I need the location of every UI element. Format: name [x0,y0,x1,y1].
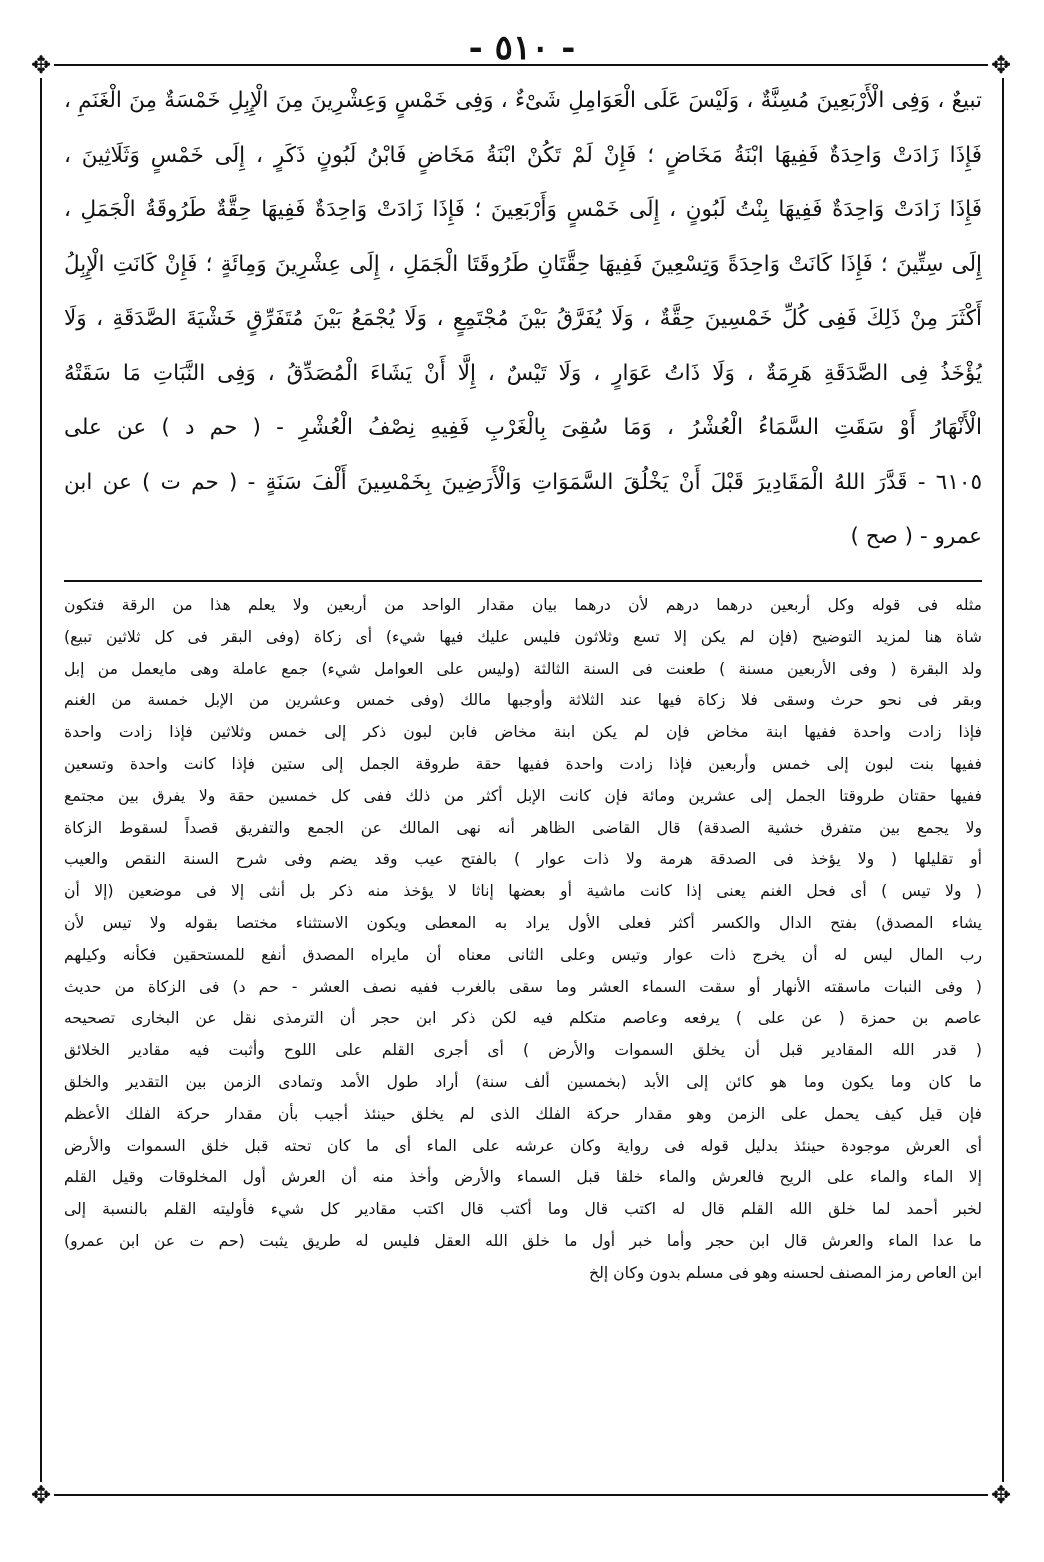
commentary-line: رب المال ليس له أن يخرج ذات عوار وتيس وعلى الثانى معناه أن مايراه المصدق أنفع للمستحقين فكأنه وكيلهم [64,945,982,964]
hadith-line: الْأَنْهَارُ أَوْ سَقَتِ السَّمَاءُ الْعُشْرُ ، وَمَا سُقِىَ بِالْغَرْبِ فَفِيهِ نِصْفُ الْعُشْرِ - ( حم د ) عن على [64,415,982,440]
commentary-text-block [64,590,982,1290]
hadith-line: عمرو - ( صح ) [850,524,982,549]
commentary-line: ولا يجمع بين متفرق خشية الصدقة) قال القاضى الظاهر أنه نهى المالك عن الجمع والتفريق قصداً لسقوط الزكاة [64,818,982,837]
hadith-line: أَكْثَرَ مِنْ ذَلِكَ فَفِى كُلِّ خَمْسِينَ حِقَّةٌ ، وَلَا يُفَرَّقُ بَيْنَ مُجْتَمِعٍ ، وَلَا يُجْمَعُ بَيْنَ مُتَفَرِّقٍ خَشْيَةَ الصَّدَقَةِ ، وَلَا [64,306,982,331]
hadith-line: تبيعٌ ، وَفِى الْأَرْبَعِينَ مُسِنَّةٌ ، وَلَيْسَ عَلَى الْعَوَامِلِ شَىْءٌ ، وَفِى خَمْسٍ وَعِشْرِينَ مِنَ الْإِبِلِ خَمْسَةٌ مِنَ الْغَنَمِ ، [64,88,982,113]
section-divider [64,580,982,582]
commentary-line: عاصم بن حمزة ( عن على ) يرفعه وعاصم متكلم فيه لكن ذكر ابن حجر أن الترمذى نقل عن البخارى تصحيحه [64,1009,982,1028]
commentary-line: لخبر أحمد لما خلق الله القلم قال له اكتب قال وما أكتب قال اكتب مقادير كل شيء فأوليته القلم بالنسبة إلى [64,1200,982,1219]
commentary-line: ففيها بنت لبون إلى خمس وأربعين فإذا زادت واحدة ففيها حقة طروقة الجمل إلى ستين فإذا كانت واحدة وتسعين [64,754,982,773]
commentary-line: فإن قيل كيف يحمل على الزمن وهو مقدار حركة الفلك الذى لم يخلق حينئذ أجيب بأن مقدار حركة الفلك الأعظم [64,1104,982,1123]
hadith-line: فَإِذَا زَادَتْ وَاحِدَةٌ فَفِيهَا بِنْتُ لَبُونٍ ، إِلَى خَمْسٍ وَأَرْبَعِينَ ؛ فَإِذَا زَادَتْ وَاحِدَةٌ فَفِيهَا حِقَّةٌ طَرُوقَةُ الْجَمَلِ ، [64,197,982,222]
commentary-line: ما كان وما يكون وما هو كائن إلى الأبد (بخمسين ألف سنة) أراد طول الأمد وتمادى الزمن بين التقدير والخلق [64,1072,982,1091]
commentary-line: ( ولا تيس ) أى فحل الغنم يعنى إذا كانت ماشية أو بعضها إناثا لا يؤخذ منه ذكر بل أنثى إلا فى موضعين (إلا أن [64,882,982,901]
hadith-text-block [64,74,982,565]
corner-ornament-icon: ✥ [988,52,1014,78]
commentary-line: يشاء المصدق) بفتح الدال والكسر أكثر فعلى الأول يراد به المعطى ويكون الاستثناء مختصا بقوله ولا تيس لأن [64,913,982,932]
corner-ornament-icon: ✥ [28,1482,54,1508]
commentary-line: ( وفى النبات ماسقته الأنهار أو سقت السماء العشر وما سقى بالغرب ففيه نصف العشر - حم د) فى الزكاة من حديث [64,977,982,996]
corner-ornament-icon: ✥ [988,1482,1014,1508]
hadith-line: إِلَى سِتِّينَ ؛ فَإِذَا كَانَتْ وَاحِدَةً وَتِسْعِينَ فَفِيهَا حِقَّتَانِ طَرُوقَتَا الْجَمَلِ ، إِلَى عِشْرِينَ وَمِائَةٍ ؛ فَإِنْ كَانَتِ الْإِبِلُ [64,251,982,277]
frame-bottom-border [40,1494,1002,1496]
commentary-line: ما عدا الماء والعرش قال ابن حجر وأما خبر أول ما خلق الله العقل فليس له طريق يثبت (حم ت عن ابن عمرو) [64,1231,982,1250]
commentary-line: ولد البقرة ( وفى الأربعين مسنة ) طعنت فى السنة الثالثة (وليس على العوامل شيء) جمع عاملة وهى مايعمل من إبل [64,659,982,678]
commentary-line: وبقر فى نحو حرث وسقى فلا زكاة فيها عند الثلاثة وأوجبها مالك (وفى خمس وعشرين من الإبل خمسة من الغنم [64,691,982,710]
commentary-line: ففيها حقتان طروقتا الجمل إلى عشرين ومائة فإن كانت الإبل أكثر من ذلك ففى كل خمسين حقة ولا يفرق بين مجتمع [64,786,982,805]
page-number: - ٥١٠ - [468,28,576,68]
hadith-line: يُؤْخَذُ فِى الصَّدَقَةِ هَرِمَةٌ ، وَلَا ذَاتُ عَوَارٍ ، وَلَا تَيْسٌ ، إِلَّا أَنْ يَشَاءَ الْمُصَدِّقُ ، وَفِى النَّبَاتِ مَا سَقَتْهُ [64,360,982,386]
commentary-line: ( قدر الله المقادير قبل أن يخلق السموات والأرض ) أى أجرى القلم على اللوح وأثبت فيه مقادير الخلائق [64,1041,982,1060]
hadith-line: فَإِذَا زَادَتْ وَاحِدَةٌ فَفِيهَا ابْنَةُ مَخَاضٍ ؛ فَإِنْ لَمْ تَكُنْ ابْنَةُ مَخَاضٍ فَابْنُ لَبُونٍ ذَكَرٍ ، إِلَى خَمْسٍ وَثَلَاثِينَ ، [64,142,982,168]
commentary-line: فإذا زادت واحدة ففيها ابنة مخاض فإن لم يكن ابنة مخاض فابن لبون ذكر إلى خمس وثلاثين فإذا زادت واحدة [64,723,982,742]
commentary-line: أو تقليلها ( ولا يؤخذ فى الصدقة هرمة ولا ذات عوار ) بالفتح عيب وقد يضم وفى شرح السنة النقص والعيب [64,850,982,869]
corner-ornament-icon: ✥ [28,52,54,78]
hadith-line: ٦١٠٥ - قَدَّرَ اللهُ الْمَقَادِيرَ قَبْلَ أَنْ يَخْلُقَ السَّمَوَاتِ وَالْأَرَضِينَ بِخَمْسِينَ أَلْفَ سَنَةٍ - ( حم ت ) عن ابن [64,469,982,495]
commentary-line: ابن العاص رمز المصنف لحسنه وهو فى مسلم بدون وكان إلخ [589,1263,982,1282]
commentary-line: إلا الماء والماء على الريح فالعرش والماء خلقا قبل السماء والأرض وأخذ منه أن العرش أول المخلوقات وقيل القلم [64,1168,982,1187]
frame-top-border [40,64,1002,66]
commentary-line: شاة هنا لمزيد التوضيح (فإن لم يكن إلا تسع وثلاثون فليس عليك فيها شيء) أى زكاة (وفى البقر فى كل ثلاثين تبيع) [64,627,982,646]
commentary-line: أى العرش موجودة حينئذ بدليل قوله فى رواية وكان عرشه على الماء أى ما كان تحته قبل خلق السموات والأرض [64,1136,982,1155]
commentary-line: مثله فى قوله وكل أربعين درهما درهم لأن درهما بيان مقدار الواحد من أربعين ولا يعلم هذا من الرقة فتكون [64,596,982,614]
